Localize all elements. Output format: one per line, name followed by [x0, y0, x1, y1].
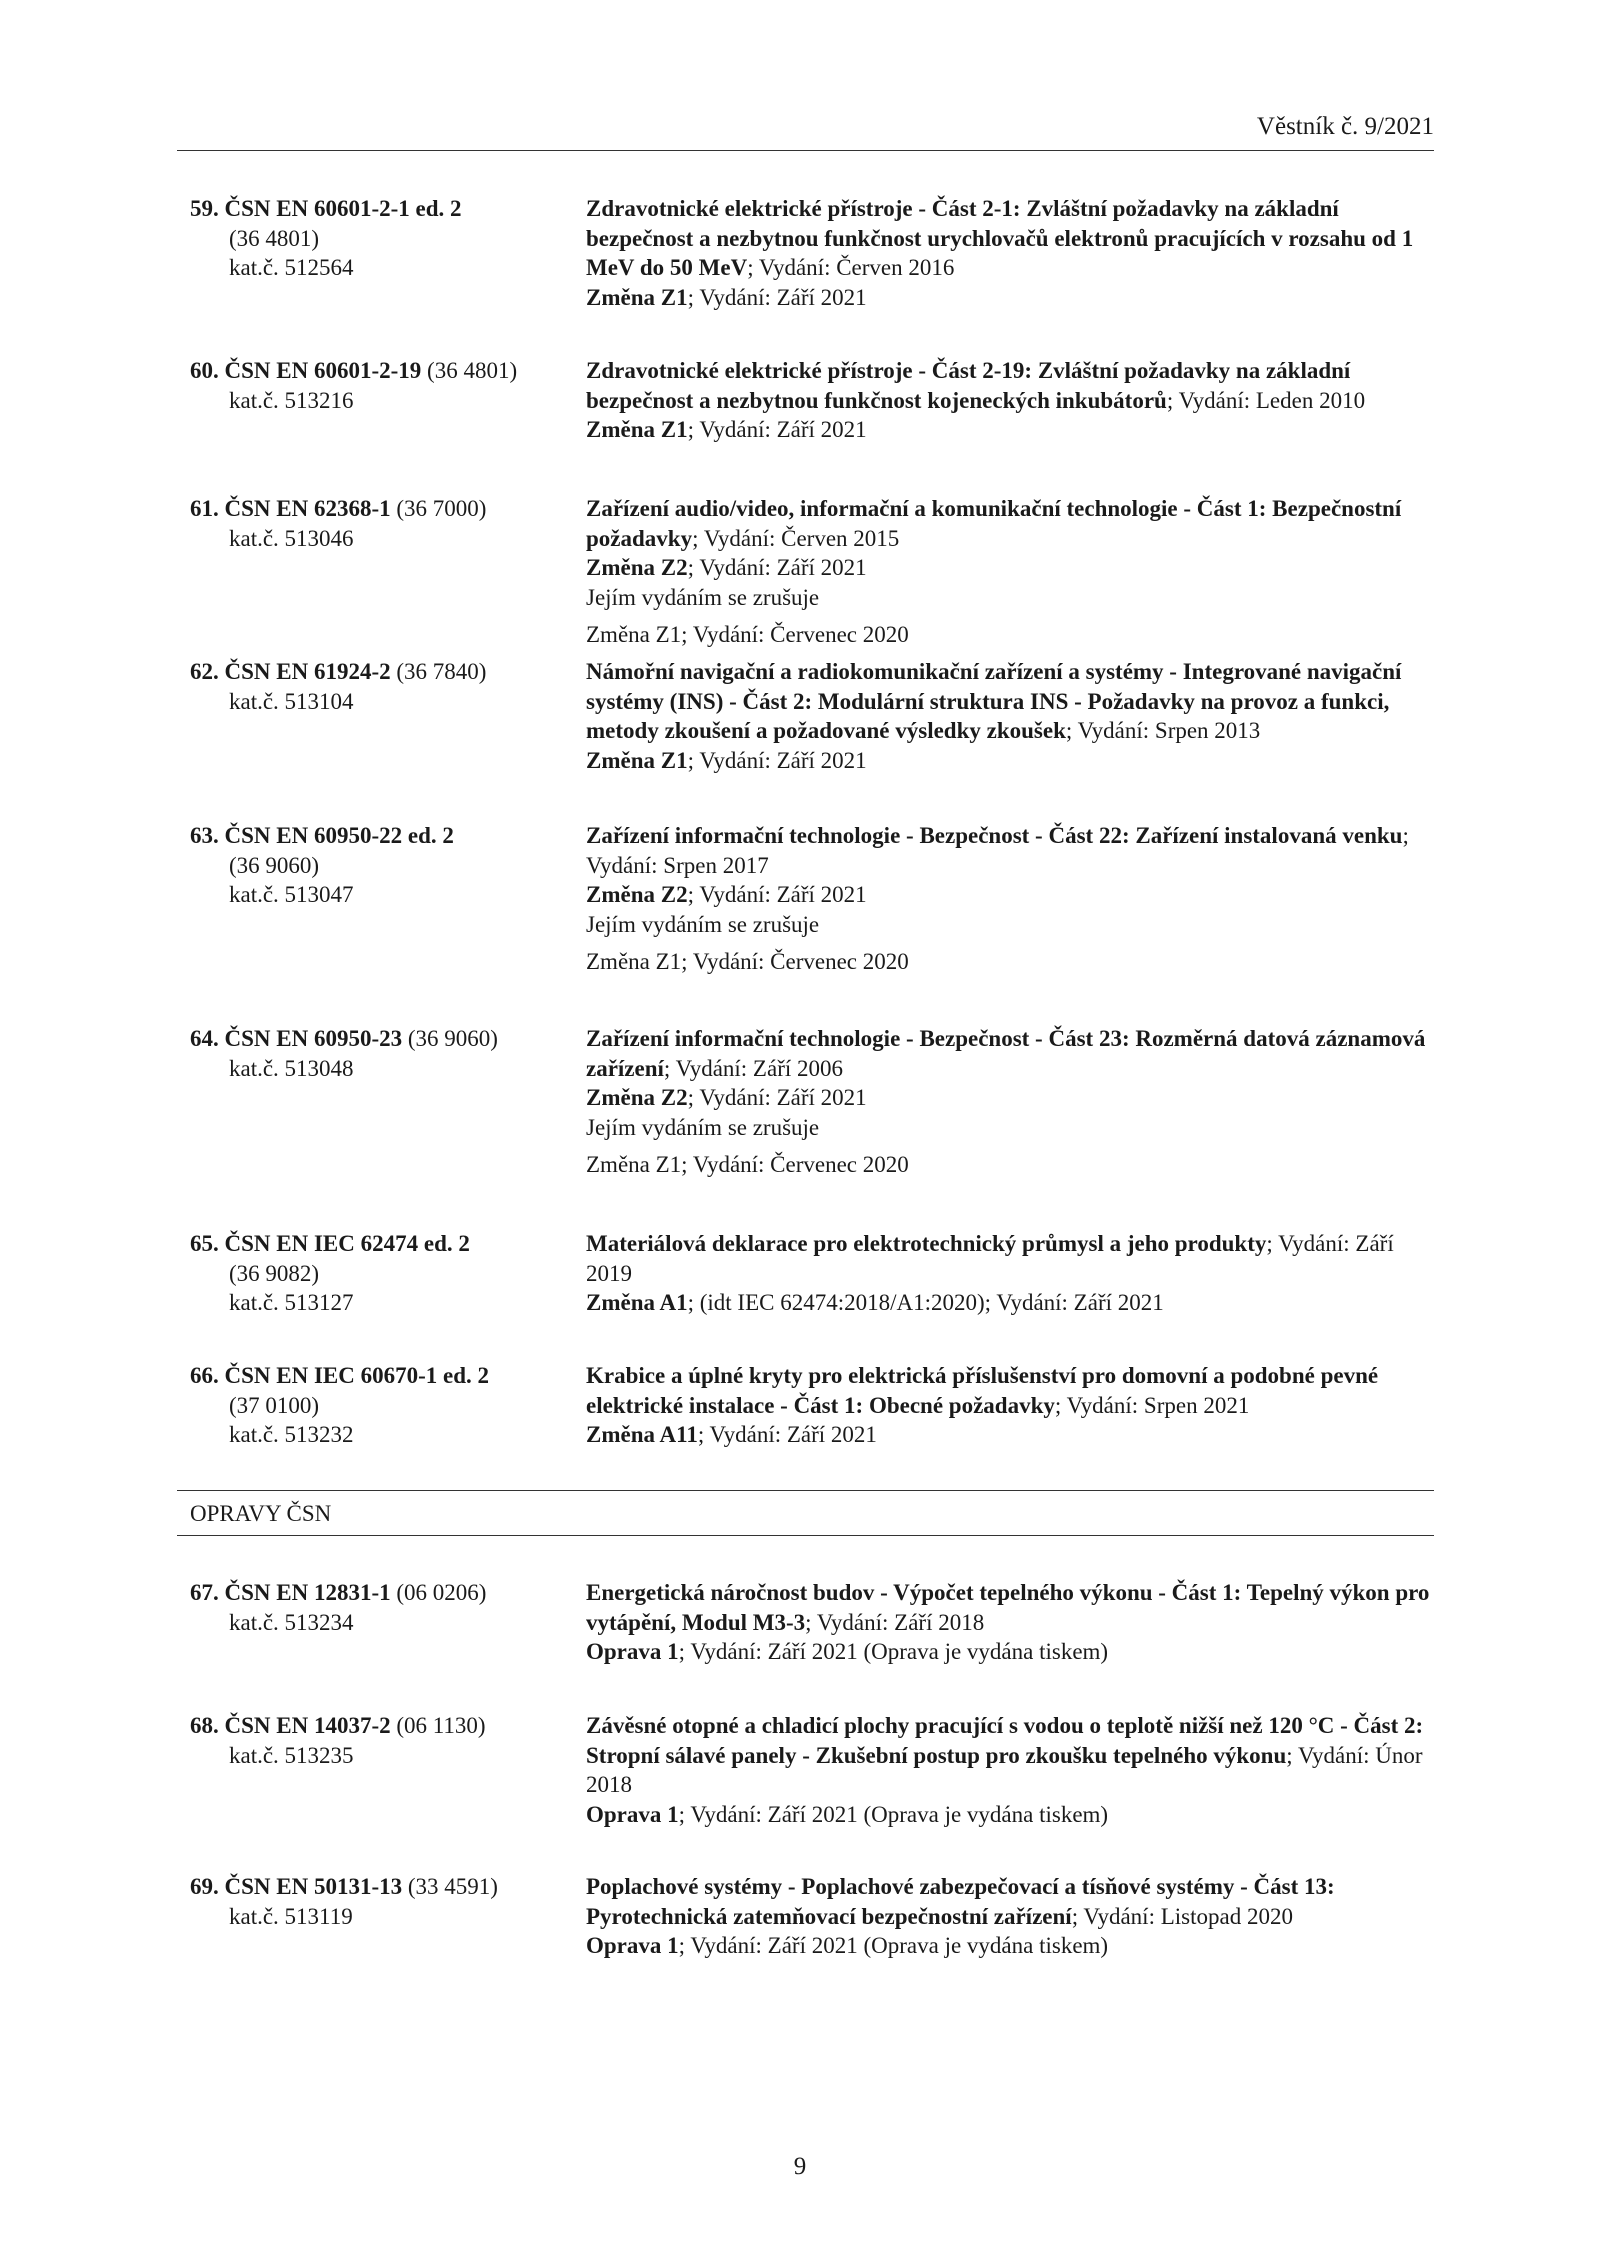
standard-description	[586, 657, 1434, 775]
standard-title: Zdravotnické elektrické přístroje - Část 2-19: Zvláštní požadavky na základní bezpečnost a nezbytnou funkčnost kojeneckých inkubátorů	[586, 358, 1351, 413]
standard-description	[586, 1578, 1434, 1667]
cancels-note: Jejím vydáním se zrušuje	[586, 584, 820, 610]
page-number: 9	[793, 2153, 807, 2180]
catalog-number: kat.č. 513046	[229, 525, 354, 551]
standard-id-block	[190, 494, 580, 553]
issue-date: ; Vydání: Leden 2010	[1166, 387, 1366, 413]
classification-number: (36 4801)	[229, 225, 320, 251]
standard-title: Zdravotnické elektrické přístroje - Část 2-1: Zvláštní požadavky na základní bezpečnost a nezbytnou funkčnost urychlovačů elektronů pracujících v rozsahu od 1 MeV do 50 MeV	[586, 196, 1414, 280]
standard-description	[586, 494, 1434, 650]
cancelled-change: Změna Z1; Vydání: Červenec 2020	[586, 622, 909, 647]
catalog-number: kat.č. 513235	[229, 1742, 354, 1768]
standard-description	[586, 1024, 1434, 1180]
classification-number: (36 9082)	[229, 1260, 320, 1286]
issue-date: ; Vydání: Srpen 2017	[586, 823, 1409, 878]
issue-date: ; Vydání: Září 2006	[663, 1055, 843, 1081]
standard-id-block	[190, 356, 580, 415]
cancels-note: Jejím vydáním se zrušuje	[586, 1114, 820, 1140]
entry-number: 68.	[190, 1713, 219, 1738]
change-label: Změna Z2	[586, 555, 688, 580]
change-label: Změna Z2	[586, 882, 688, 907]
standard-description	[586, 194, 1434, 312]
issue-date: ; Vydání: Červen 2015	[692, 525, 900, 551]
change-date: ; Vydání: Září 2021	[697, 1422, 877, 1447]
entry-number: 62.	[190, 659, 219, 684]
change-label: Změna Z1	[586, 284, 688, 310]
standard-code: ČSN EN 60601-2-1 ed. 2	[224, 196, 462, 221]
standard-code: ČSN EN 62368-1	[224, 496, 391, 521]
standard-description	[586, 1711, 1434, 1829]
change-date: ; Vydání: Září 2021	[687, 747, 867, 773]
catalog-number: kat.č. 513216	[229, 387, 354, 413]
change-date: ; Vydání: Září 2021	[687, 882, 867, 907]
classification-number: (06 0206)	[390, 1580, 487, 1605]
standard-code: ČSN EN IEC 62474 ed. 2	[224, 1231, 470, 1256]
standard-title: Námořní navigační a radiokomunikační zařízení a systémy - Integrované navigační systémy (INS) - Část 2: Modulární struktura INS - Požadavky na provoz a funkci, metody zkoušení a požadované výsledky zkoušek	[586, 659, 1402, 743]
change-label: Změna A11	[586, 1422, 698, 1447]
standard-id-block	[190, 821, 580, 910]
issue-date: ; Vydání: Listopad 2020	[1071, 1903, 1293, 1929]
issue-date: ; Vydání: Červen 2016	[747, 255, 955, 280]
standard-code: ČSN EN 12831-1	[224, 1580, 391, 1605]
standard-id-block	[190, 1229, 580, 1318]
classification-number: (36 7840)	[390, 659, 487, 684]
standard-code: ČSN EN 50131-13	[224, 1874, 403, 1899]
issue-date: ; Vydání: Září 2019	[586, 1231, 1394, 1286]
standard-id-block	[190, 1711, 580, 1770]
standard-code: ČSN EN 60601-2-19	[224, 358, 422, 383]
standard-code: ČSN EN 60950-22 ed. 2	[224, 823, 454, 848]
change-date: ; Vydání: Září 2021	[687, 417, 867, 442]
standard-id-block	[190, 1872, 580, 1931]
standard-code: ČSN EN 60950-23	[224, 1026, 403, 1051]
catalog-number: kat.č. 513119	[229, 1903, 353, 1929]
entry-number: 60.	[190, 358, 219, 383]
standard-id-block	[190, 194, 580, 283]
entry-number: 64.	[190, 1026, 219, 1051]
standard-code: ČSN EN 14037-2	[224, 1713, 391, 1738]
standard-title: Zařízení audio/video, informační a komunikační technologie - Část 1: Bezpečnostní požadavky	[586, 496, 1402, 551]
entry-number: 67.	[190, 1580, 219, 1605]
correction-label: Oprava 1	[586, 1801, 679, 1827]
correction-date: ; Vydání: Září 2021 (Oprava je vydána tiskem)	[678, 1933, 1109, 1958]
correction-date: ; Vydání: Září 2021 (Oprava je vydána tiskem)	[678, 1801, 1109, 1827]
correction-label: Oprava 1	[586, 1639, 679, 1664]
cancelled-change: Změna Z1; Vydání: Červenec 2020	[586, 1152, 909, 1177]
catalog-number: kat.č. 513127	[229, 1290, 354, 1315]
standard-code: ČSN EN IEC 60670-1 ed. 2	[224, 1363, 490, 1388]
standard-title: Zařízení informační technologie - Bezpečnost - Část 23: Rozměrná datová záznamová zařízení	[586, 1026, 1426, 1081]
classification-number: (33 4591)	[402, 1874, 498, 1899]
catalog-number: kat.č. 513104	[229, 688, 354, 714]
standard-title: Závěsné otopné a chladicí plochy pracující s vodou o teplotě nižší než 120 °C - Část 2: Stropní sálavé panely - Zkušební postup pro zkoušku tepelného výkonu	[586, 1713, 1424, 1768]
entry-number: 69.	[190, 1874, 219, 1899]
catalog-number: kat.č. 513232	[229, 1422, 354, 1447]
catalog-number: kat.č. 513048	[229, 1055, 354, 1081]
standard-id-block	[190, 1024, 580, 1083]
classification-number: (37 0100)	[229, 1392, 320, 1418]
catalog-number: kat.č. 513047	[229, 882, 354, 907]
standard-code: ČSN EN 61924-2	[224, 659, 391, 684]
standard-description	[586, 1872, 1434, 1961]
classification-number: (06 1130)	[390, 1713, 486, 1738]
classification-number: (36 9060)	[402, 1026, 498, 1051]
standard-title: Materiálová deklarace pro elektrotechnický průmysl a jeho produkty	[586, 1231, 1267, 1256]
standard-title: Poplachové systémy - Poplachové zabezpečovací a tísňové systémy - Část 13: Pyrotechnická zatemňovací bezpečnostní zařízení	[586, 1874, 1335, 1929]
entry-number: 61.	[190, 496, 219, 521]
catalog-number: kat.č. 513234	[229, 1609, 354, 1635]
change-date: ; Vydání: Září 2021	[687, 284, 867, 310]
change-date: ; Vydání: Září 2021	[687, 555, 867, 580]
change-label: Změna Z2	[586, 1085, 688, 1110]
entry-number: 59.	[190, 196, 219, 221]
issue-date: ; Vydání: Srpen 2013	[1065, 718, 1261, 743]
correction-date: ; Vydání: Září 2021 (Oprava je vydána tiskem)	[678, 1639, 1109, 1664]
standard-title: Zařízení informační technologie - Bezpečnost - Část 22: Zařízení instalovaná venku	[586, 823, 1403, 848]
bulletin-header: Věstník č. 9/2021	[177, 112, 1434, 151]
entry-number: 63.	[190, 823, 219, 848]
standard-id-block	[190, 657, 580, 716]
catalog-number: kat.č. 512564	[229, 255, 354, 280]
standard-title: Energetická náročnost budov - Výpočet tepelného výkonu - Část 1: Tepelný výkon pro vytápění, Modul M3-3	[586, 1580, 1430, 1635]
standard-description	[586, 821, 1434, 977]
standard-id-block	[190, 1361, 580, 1450]
cancelled-change: Změna Z1; Vydání: Červenec 2020	[586, 949, 909, 974]
standard-description	[586, 356, 1434, 445]
standard-description	[586, 1229, 1434, 1318]
section-header-corrections: OPRAVY ČSN	[177, 1490, 1434, 1536]
standard-title: Krabice a úplné kryty pro elektrická příslušenství pro domovní a podobné pevné elektrické instalace - Část 1: Obecné požadavky	[586, 1363, 1379, 1418]
issue-date: ; Vydání: Srpen 2021	[1054, 1392, 1250, 1418]
classification-number: (36 9060)	[229, 852, 320, 878]
classification-number: (36 4801)	[421, 358, 518, 383]
cancels-note: Jejím vydáním se zrušuje	[586, 911, 820, 937]
issue-date: ; Vydání: Únor 2018	[586, 1742, 1423, 1797]
change-date: ; Vydání: Září 2021	[687, 1085, 867, 1110]
entry-number: 65.	[190, 1231, 219, 1256]
change-date: ; (idt IEC 62474:2018/A1:2020); Vydání: Září 2021	[687, 1290, 1164, 1315]
standard-description	[586, 1361, 1434, 1450]
classification-number: (36 7000)	[390, 496, 487, 521]
change-label: Změna Z1	[586, 417, 688, 442]
standard-id-block	[190, 1578, 580, 1637]
change-label: Změna Z1	[586, 747, 688, 773]
correction-label: Oprava 1	[586, 1933, 679, 1958]
change-label: Změna A1	[586, 1290, 688, 1315]
entry-number: 66.	[190, 1363, 219, 1388]
issue-date: ; Vydání: Září 2018	[805, 1609, 985, 1635]
